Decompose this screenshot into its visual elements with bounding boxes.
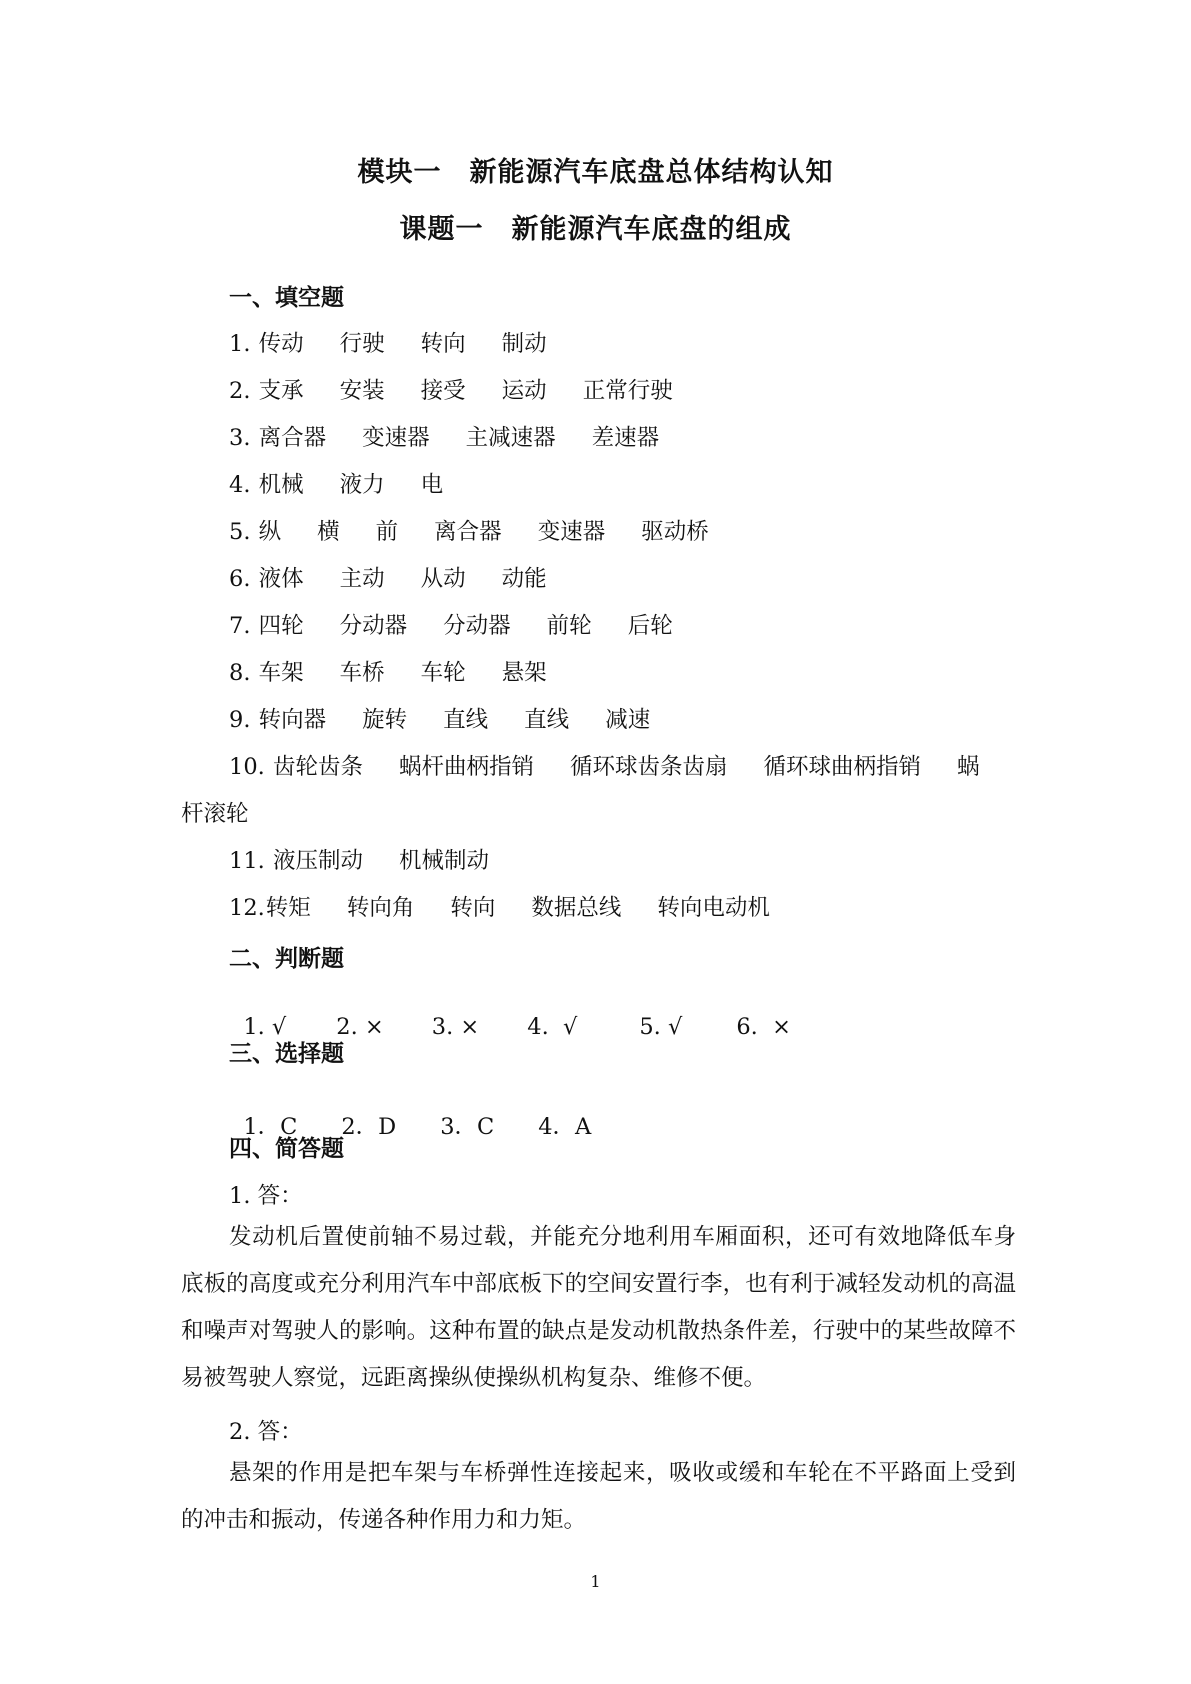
- fill-answer-term: 车桥: [339, 660, 385, 686]
- fill-answer-number: 11.: [229, 848, 265, 874]
- section-choice-heading: 三、选择题: [229, 1040, 344, 1067]
- fill-answer-row: [229, 749, 980, 781]
- fill-answer-term: 液体: [258, 566, 304, 592]
- judge-answer-row: [229, 988, 827, 1040]
- fill-answer-term: 从动: [420, 566, 466, 592]
- fill-answer-row: [229, 467, 443, 499]
- fill-answer-term: 传动: [258, 331, 304, 357]
- fill-answer-term: 支承: [258, 378, 304, 404]
- fill-answer-term: 主减速器: [465, 425, 556, 451]
- fill-answer-term: 直线: [524, 707, 570, 733]
- fill-answer-term: 液压制动: [272, 848, 363, 874]
- fill-answer-term: 数据总线: [531, 895, 622, 921]
- fill-answer-term: 直线: [443, 707, 489, 733]
- fill-answer-term: 四轮: [258, 613, 304, 639]
- fill-answer-term: 悬架: [501, 660, 547, 686]
- fill-answer-term: 机械制动: [398, 848, 489, 874]
- fill-answer-term: 转向: [420, 331, 466, 357]
- judge-answer: 4. √: [527, 1014, 578, 1040]
- fill-answer-row: [229, 326, 547, 358]
- fill-answer-term: 安装: [339, 378, 385, 404]
- judge-answer: 6. ×: [736, 1014, 791, 1040]
- judge-answer: 3. ×: [431, 1014, 480, 1040]
- fill-answer-term: 转向器: [258, 707, 327, 733]
- fill-answer-continuation: 杆滚轮: [181, 801, 249, 827]
- fill-answer-number: 3.: [229, 425, 251, 451]
- fill-answer-term: 横: [317, 519, 340, 545]
- judge-answer: 1. √: [243, 1014, 287, 1040]
- fill-answer-term: 车轮: [420, 660, 466, 686]
- short-answer-label: 1. 答：: [229, 1183, 303, 1209]
- fill-answer-term: 液力: [339, 472, 385, 498]
- fill-answer-term: 正常行驶: [582, 378, 673, 404]
- fill-answer-term: 运动: [501, 378, 547, 404]
- fill-answer-row: [229, 608, 673, 640]
- fill-answer-term: 变速器: [362, 425, 430, 451]
- section-fill-heading: 一、填空题: [229, 284, 344, 311]
- fill-answer-row: [229, 514, 709, 546]
- section-short-heading: 四、简答题: [229, 1135, 344, 1162]
- fill-answer-term: 转向角: [346, 895, 415, 921]
- fill-answer-row: [229, 890, 770, 922]
- fill-answer-row: [229, 420, 659, 452]
- fill-answer-term: 减速: [605, 707, 651, 733]
- fill-answer-term: 循环球齿条齿扇: [569, 754, 728, 780]
- short-answer-label: 2. 答：: [229, 1419, 303, 1445]
- fill-answer-term: 循环球曲柄指销: [763, 754, 922, 780]
- fill-answer-term: 行驶: [339, 331, 385, 357]
- fill-answer-term: 接受: [420, 378, 466, 404]
- fill-answer-number: 8.: [229, 660, 251, 686]
- fill-answer-term: 制动: [501, 331, 547, 357]
- fill-answer-number: 1.: [229, 331, 251, 357]
- fill-answer-number: 9.: [229, 707, 251, 733]
- fill-answer-number: 2.: [229, 378, 251, 404]
- choice-answer: 3．C: [440, 1114, 495, 1140]
- fill-answer-term: 变速器: [537, 519, 606, 545]
- short-answer-text: 悬架的作用是把车架与车桥弹性连接起来，吸收或缓和车轮在不平路面上受到的冲击和振动，传递各种作用力和力矩。: [181, 1460, 1016, 1533]
- fill-answer-term: 车架: [258, 660, 304, 686]
- fill-answer-term: 转矩: [265, 895, 311, 921]
- fill-answer-term: 纵: [258, 519, 282, 545]
- fill-answer-term: 分动器: [339, 613, 408, 639]
- section-judge-heading: 二、判断题: [229, 945, 344, 972]
- fill-answer-number: 10.: [229, 754, 265, 780]
- fill-answer-term: 蜗杆曲柄指销: [398, 754, 534, 780]
- fill-answer-term: 后轮: [627, 613, 673, 639]
- choice-answer: 1．C: [243, 1114, 298, 1140]
- choice-answer: 4．A: [538, 1114, 592, 1140]
- fill-answer-term: 电: [420, 472, 444, 498]
- fill-answer-term: 离合器: [258, 425, 327, 451]
- fill-answer-number: 7.: [229, 613, 251, 639]
- choice-answer: 2．D: [341, 1114, 397, 1140]
- fill-answer-number: 12.: [229, 895, 265, 921]
- fill-answer-term: 转向电动机: [657, 895, 770, 921]
- fill-answer-term: 蜗: [957, 754, 980, 780]
- fill-answer-number: 6.: [229, 566, 251, 592]
- fill-answer-number: 4.: [229, 472, 251, 498]
- fill-answer-row: [229, 655, 547, 687]
- fill-answer-row: [229, 702, 650, 734]
- fill-answer-number: 5.: [229, 519, 251, 545]
- short-answer-text: 发动机后置使前轴不易过载，并能充分地利用车厢面积，还可有效地降低车身底板的高度或充分利用汽车中部底板下的空间安置行李，也有利于减轻发动机的高温和噪声对驾驶人的影响。这种布置的缺点是发动机散热条件差，行驶中的某些故障不易被驾驶人察觉，远距离操纵使操纵机构复杂、维修不便。: [181, 1224, 1016, 1391]
- fill-answer-term: 齿轮齿条: [272, 754, 363, 780]
- page-number: 1: [590, 1572, 601, 1591]
- fill-answer-term: 差速器: [591, 425, 660, 451]
- fill-answer-row: [229, 843, 489, 875]
- fill-answer-term: 主动: [339, 566, 385, 592]
- fill-answer-row: [229, 561, 547, 593]
- fill-answer-term: 旋转: [362, 707, 408, 733]
- fill-answer-row: [229, 373, 673, 405]
- fill-answer-term: 前: [375, 519, 399, 545]
- fill-answer-term: 前轮: [546, 613, 592, 639]
- fill-answer-term: 动能: [501, 566, 547, 592]
- fill-answer-term: 驱动桥: [641, 519, 709, 545]
- judge-answer: 5. √: [639, 1014, 683, 1040]
- fill-answer-term: 离合器: [434, 519, 502, 545]
- fill-answer-term: 分动器: [443, 613, 511, 639]
- fill-answer-term: 机械: [258, 472, 304, 498]
- fill-answer-term: 转向: [450, 895, 496, 921]
- module-title: 模块一 新能源汽车底盘总体结构认知: [357, 157, 834, 188]
- judge-answer: 2. ×: [336, 1014, 384, 1040]
- topic-title: 课题一 新能源汽车底盘的组成: [399, 214, 792, 245]
